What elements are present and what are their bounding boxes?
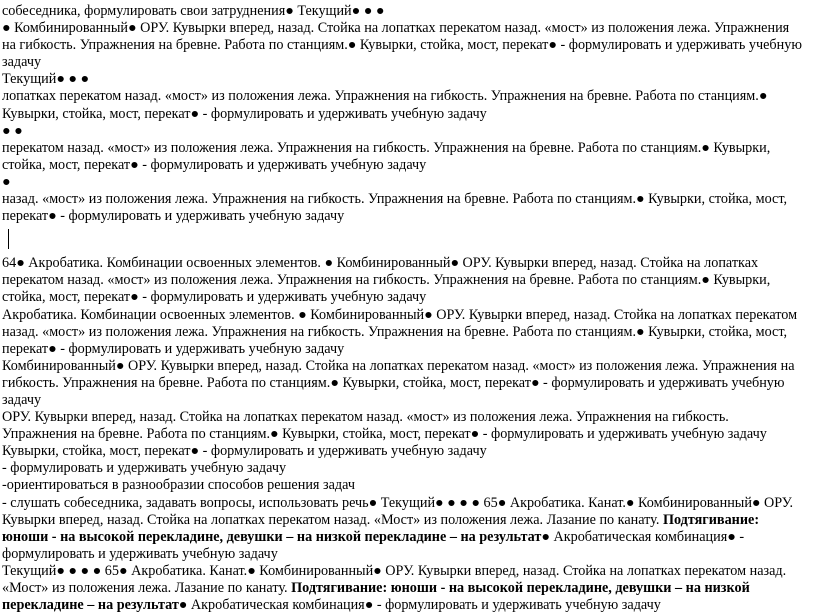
paragraph-65b-bold: Подтягивание: юноши - на высокой перекладине, девушки – на низкой перекладине – на результат● <box>2 580 750 614</box>
paragraph-65b-post: Акробатическая комбинация● - формулировать и удерживать учебную задачу <box>187 597 661 614</box>
paragraph-65a-pre: - слушать собеседника, задавать вопросы, использовать речь● Текущий● ● ● ● 65● Акробатика. Канат.● Комбинированный● ОРУ. Кувырки вперед, назад. Стойка на лопатках перекатом назад. «Мост» из положения лежа. Лазание по канату. <box>2 494 794 528</box>
text-line: 64● Акробатика. Комбинации освоенных элементов. ● Комбинированный● ОРУ. Кувырки вперед, назад. Стойка на лопатках перекатом назад. «мост» из положения лежа. Упражнения на гибкость. Упражнения на бревне. Работа по станциям.● Кувырки, стойка, мост, перекат● - формулировать и удерживать учебную задачу <box>2 255 771 306</box>
text-line: ОРУ. Кувырки вперед, назад. Стойка на лопатках перекатом назад. «мост» из положения лежа. Упражнения на гибкость. Упражнения на бревне. Работа по станциям.● Кувырки, стойка, мост, перекат● - формулировать и удерживать учебную задачу <box>2 409 767 443</box>
paragraph-65b-pre: Текущий● ● ● ● 65● Акробатика. Канат.● Комбинированный● ОРУ. Кувырки вперед, назад. Стойка на лопатках перекатом назад. «Мост» из положения лежа. Лазание по канату. <box>2 562 787 596</box>
text-line: Текущий● ● ● <box>2 71 90 88</box>
text-line: Акробатика. Комбинации освоенных элементов. ● Комбинированный● ОРУ. Кувырки вперед, назад. Стойка на лопатках перекатом назад. «мост» из положения лежа. Упражнения на гибкость. Упражнения на бревне. Работа по станциям.● Кувырки, стойка, мост, перекат● - формулировать и удерживать учебную задачу <box>2 306 798 357</box>
text-line: Комбинированный● ОРУ. Кувырки вперед, назад. Стойка на лопатках перекатом назад. «мост» из положения лежа. Упражнения на гибкость. Упражнения на бревне. Работа по станциям.● Кувырки, стойка, мост, перекат● - формулировать и удерживать учебную задачу <box>2 357 795 408</box>
text-line: перекатом назад. «мост» из положения лежа. Упражнения на гибкость. Упражнения на бревне. Работа по станциям.● Кувырки, стойка, мост, перекат● - формулировать и удерживать учебную задачу <box>2 139 771 173</box>
text-line: назад. «мост» из положения лежа. Упражнения на гибкость. Упражнения на бревне. Работа по станциям.● Кувырки, стойка, мост, перекат● - формулировать и удерживать учебную задачу <box>2 191 788 225</box>
text-line: -ориентироваться в разнообразии способов решения задач <box>2 477 355 494</box>
text-line: ● Комбинированный● ОРУ. Кувырки вперед, назад. Стойка на лопатках перекатом назад. «мост» из положения лежа. Упражнения на гибкость. Упражнения на бревне. Работа по станциям.● Кувырки, стойка, мост, перекат● - формулировать и удерживать учебную задачу <box>2 20 802 71</box>
paragraph-65b <box>2 563 806 614</box>
paragraph-65a-bold: Подтягивание: юноши - на высокой перекладине, девушки – на низкой перекладине – на результат● <box>2 511 760 545</box>
text-line: Кувырки, стойка, мост, перекат● - формулировать и удерживать учебную задачу <box>2 443 487 460</box>
text-line: - формулировать и удерживать учебную задачу <box>2 460 287 477</box>
text-cursor-area <box>2 225 806 255</box>
text-line: собеседника, формулировать свои затруднения● Текущий● ● ● <box>2 3 385 19</box>
text-line: ● <box>2 173 11 190</box>
paragraph-65a-post: Акробатическая комбинация● - формулировать и удерживать учебную задачу <box>2 528 745 562</box>
text-line: ● ● <box>2 122 23 139</box>
paragraph-65a <box>2 495 806 563</box>
text-line: лопатках перекатом назад. «мост» из положения лежа. Упражнения на гибкость. Упражнения на бревне. Работа по станциям.● Кувырки, стойка, мост, перекат● - формулировать и удерживать учебную задачу <box>2 88 768 122</box>
text-cursor <box>8 229 9 249</box>
